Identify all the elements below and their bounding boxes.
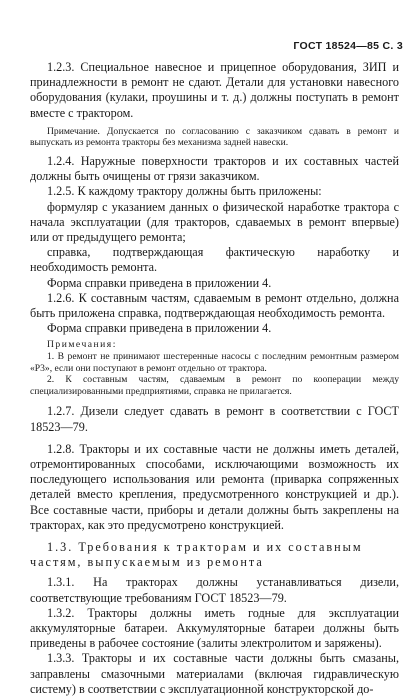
paragraph-1-2-5-certificate: справка, подтверждающая фактическую наработку и необходимость ремонта.	[30, 245, 399, 275]
paragraph-1-2-5-appendix: Форма справки приведена в приложении 4.	[47, 275, 272, 290]
notes-title: Примечания:	[47, 339, 117, 351]
note-1-2-3: Примечание. Допускается по согласованию с заказчиком сдавать в ремонт и выпускать из ремонта тракторы без механизма задней навески.	[30, 125, 399, 149]
document-body	[30, 60, 399, 697]
note-2: 2. К составным частям, сдаваемым в ремонт по кооперации между специализированными предприятиями, справка не прилагается.	[30, 374, 399, 397]
paragraph-1-2-5-form: формуляр с указанием данных о физической наработке трактора с начала эксплуатации (для тракторов, сдаваемых в ремонт впервые) или от предыдущего ремонта;	[30, 199, 399, 245]
paragraph-1-2-4: 1.2.4. Наружные поверхности тракторов и их составных частей должны быть очищены от грязи заказчиком.	[30, 154, 399, 184]
paragraph-1-2-8: 1.2.8. Тракторы и их составные части не должны иметь деталей, отремонтированных способами, исключающими возможность их последующего использования или ремонта (приварка сопряженных деталей вместо крепления, предусмотренного конструкцией и др.). Все составные части, приборы и детали должны быть закреплены на тракторах, как это предусмотрено конструкцией.	[30, 441, 399, 532]
paragraph-1-3-3: 1.3.3. Тракторы и их составные части должны быть смазаны, заправлены смазочными материалами (включая гидравлическую систему) в соответствии с эксплуатационной конструкторской до-	[30, 651, 399, 696]
paragraph-1-2-3: 1.2.3. Специальное навесное и прицепное оборудования, ЗИП и принадлежности в ремонт не сдают. Детали для установки навесного оборудования (кулаки, проушины и т. д.) должны поступать в ремонт вместе с трактором.	[30, 60, 399, 120]
paragraph-1-3-1: 1.3.1. На тракторах должны устанавливаться дизели, соответствующие требованиям ГОСТ 18523—79.	[30, 575, 399, 605]
paragraph-1-3-2: 1.3.2. Тракторы должны иметь годные для эксплуатации аккумуляторные батареи. Аккумуляторные батареи должны быть приведены в рабочее состояние (залиты электролитом и заряжены).	[30, 605, 399, 651]
paragraph-1-2-7: 1.2.7. Дизели следует сдавать в ремонт в соответствии с ГОСТ 18523—79.	[30, 404, 399, 434]
paragraph-1-2-5: 1.2.5. К каждому трактору должны быть приложены:	[47, 184, 322, 199]
paragraph-1-2-6: 1.2.6. К составным частям, сдаваемым в ремонт отдельно, должна быть приложена справка, подтверждающая необходимость ремонта.	[30, 290, 399, 321]
section-heading-1-3: 1.3. Требования к тракторам и их составным частям, выпускаемым из ремонта	[30, 540, 363, 570]
note-1: 1. В ремонт не принимают шестеренные насосы с последним ремонтным размером «Р3», если они поступают в ремонт отдельно от трактора.	[30, 351, 399, 374]
page-header: ГОСТ 18524—85 С. 3	[293, 40, 403, 52]
paragraph-1-2-6-appendix: Форма справки приведена в приложении 4.	[47, 321, 272, 336]
